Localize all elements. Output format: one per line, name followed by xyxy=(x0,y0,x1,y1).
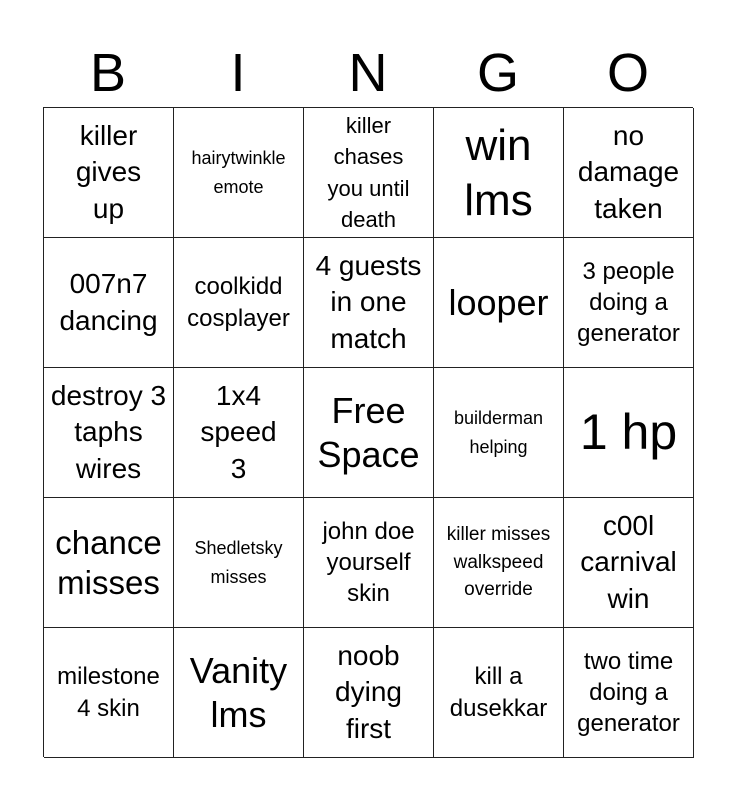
bingo-cell[interactable] xyxy=(564,368,694,498)
bingo-cell-text: no damage taken xyxy=(577,119,680,224)
bingo-cell[interactable] xyxy=(564,628,694,758)
bingo-cell-text: Shedletsky misses xyxy=(194,538,283,587)
bingo-cell-text: chance misses xyxy=(55,523,162,601)
bingo-cell[interactable] xyxy=(564,108,694,238)
bingo-header xyxy=(43,40,693,106)
bingo-cell-text: milestone 4 skin xyxy=(57,663,160,722)
bingo-cell[interactable] xyxy=(44,628,174,758)
bingo-grid xyxy=(43,107,693,757)
header-letter-g: G xyxy=(476,43,519,103)
bingo-cell[interactable] xyxy=(434,368,564,498)
bingo-cell[interactable] xyxy=(304,108,434,238)
bingo-cell[interactable] xyxy=(174,628,304,758)
bingo-cell-text: coolkidd cosplayer xyxy=(187,273,290,332)
bingo-cell[interactable] xyxy=(304,238,434,368)
bingo-cell-text: win lms xyxy=(464,120,533,225)
bingo-cell[interactable] xyxy=(564,238,694,368)
bingo-cell[interactable] xyxy=(434,108,564,238)
bingo-cell-text: noob dying first xyxy=(335,639,402,744)
bingo-cell-text: destroy 3 taphs wires xyxy=(50,379,167,484)
bingo-cell-text: hairytwinkle emote xyxy=(191,148,286,197)
bingo-cell-text: two time doing a generator xyxy=(577,647,680,738)
bingo-cell-text: 4 guests in one match xyxy=(315,249,422,354)
free-space-cell[interactable] xyxy=(304,368,434,498)
bingo-cell-text: c00l carnival win xyxy=(580,509,677,614)
bingo-cell-text: 1x4 speed 3 xyxy=(200,379,277,484)
header-letter-n: N xyxy=(348,43,388,103)
bingo-cell-text: john doe yourself skin xyxy=(322,517,415,608)
bingo-cell[interactable] xyxy=(434,628,564,758)
bingo-cell[interactable] xyxy=(174,368,304,498)
bingo-cell-text: 3 people doing a generator xyxy=(577,257,680,348)
bingo-cell-text: looper xyxy=(448,281,549,323)
bingo-cell[interactable] xyxy=(174,498,304,628)
bingo-cell-text: 1 hp xyxy=(579,404,678,460)
bingo-cell[interactable] xyxy=(304,628,434,758)
header-letter-i: I xyxy=(230,43,246,103)
bingo-cell-text: Vanity lms xyxy=(189,650,288,735)
bingo-cell[interactable] xyxy=(434,238,564,368)
bingo-cell[interactable] xyxy=(304,498,434,628)
bingo-cell-text: Free Space xyxy=(317,390,420,475)
bingo-cell-text: kill a dusekkar xyxy=(449,663,548,722)
bingo-cell[interactable] xyxy=(44,368,174,498)
bingo-cell[interactable] xyxy=(44,238,174,368)
bingo-cell-text: killer chases you until death xyxy=(327,113,410,232)
bingo-cell[interactable] xyxy=(434,498,564,628)
bingo-cell[interactable] xyxy=(174,108,304,238)
bingo-cell-text: killer misses walkspeed override xyxy=(446,524,551,601)
header-letter-b: B xyxy=(89,43,127,103)
bingo-cell-text: 007n7 dancing xyxy=(59,268,158,336)
bingo-cell-text: builderman helping xyxy=(453,408,544,457)
bingo-cell[interactable] xyxy=(44,498,174,628)
bingo-cell[interactable] xyxy=(564,498,694,628)
bingo-cell-text: killer gives up xyxy=(75,119,142,224)
bingo-cell[interactable] xyxy=(44,108,174,238)
header-letter-o: O xyxy=(606,43,649,103)
bingo-cell[interactable] xyxy=(174,238,304,368)
